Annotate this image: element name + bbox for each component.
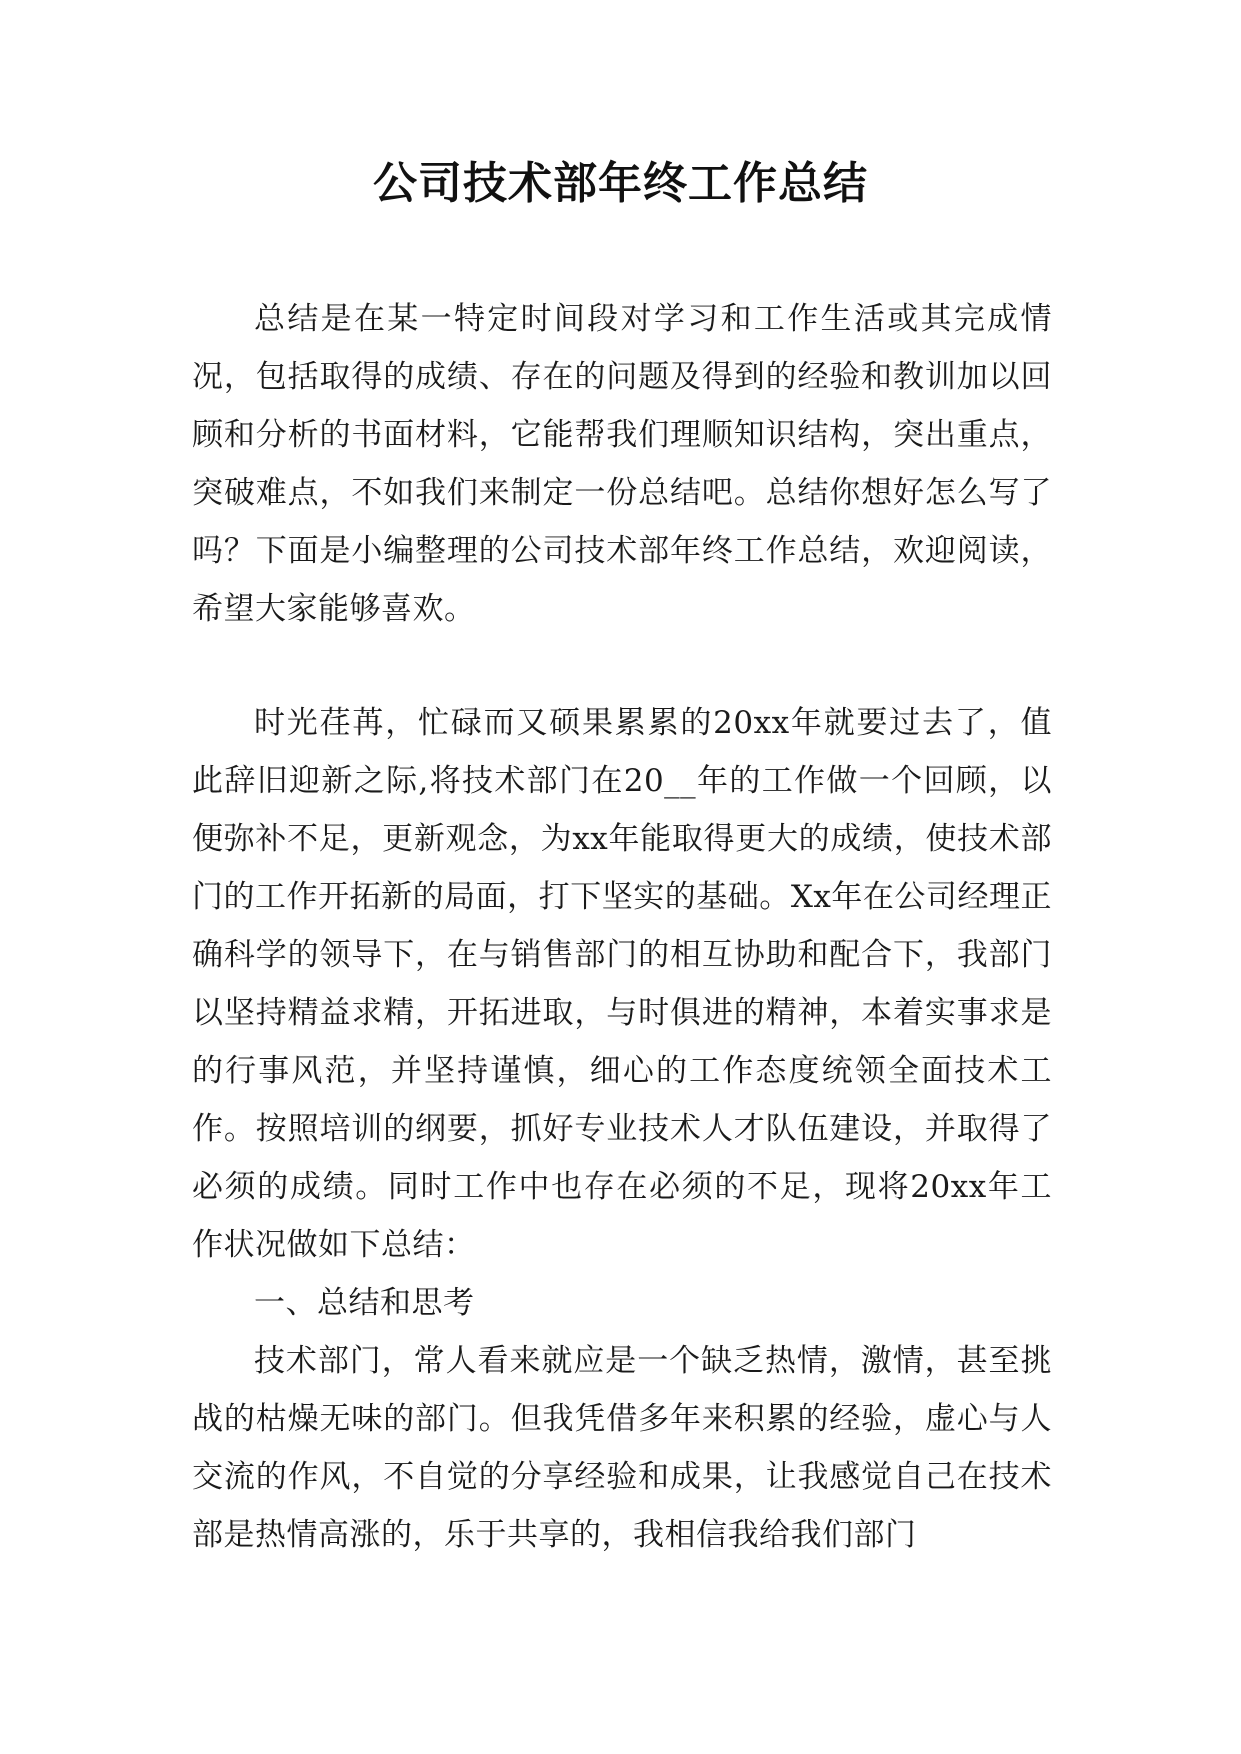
paragraph-1: 时光荏苒，忙碌而又硕果累累的20xx年就要过去了，值此辞旧迎新之际,将技术部门在20__年的工作做一个回顾，以便弥补不足，更新观念，为xx年能取得更大的成绩，使技术部门的工作开拓新的局面，打下坚实的基础。Xx年在公司经理正确科学的领导下，在与销售部门的相互协助和配合下，我部门以坚持精益求精，开拓进取，与时俱进的精神，本着实事求是的行事风范，并坚持谨慎，细心的工作态度统领全面技术工作。按照培训的纲要，抓好专业技术人才队伍建设，并取得了必须的成绩。同时工作中也存在必须的不足，现将20xx年工作状况做如下总结： xyxy=(192,705,1052,1263)
intro-section xyxy=(192,290,1052,638)
paragraph-2: 技术部门，常人看来就应是一个缺乏热情，激情，甚至挑战的枯燥无味的部门。但我凭借多年来积累的经验，虚心与人交流的作风，不自觉的分享经验和成果，让我感觉自己在技术部是热情高涨的，乐于共享的，我相信我给我们部门 xyxy=(192,1343,1052,1553)
intro-paragraph: 总结是在某一特定时间段对学习和工作生活或其完成情况，包括取得的成绩、存在的问题及得到的经验和教训加以回顾和分析的书面材料，它能帮我们理顺知识结构，突出重点，突破难点，不如我们来制定一份总结吧。总结你想好怎么写了吗？下面是小编整理的公司技术部年终工作总结，欢迎阅读，希望大家能够喜欢。 xyxy=(192,301,1052,627)
document-title: 公司技术部年终工作总结 xyxy=(373,158,868,209)
main-section xyxy=(192,694,1052,1564)
section-heading-1: 一、总结和思考 xyxy=(254,1285,475,1321)
